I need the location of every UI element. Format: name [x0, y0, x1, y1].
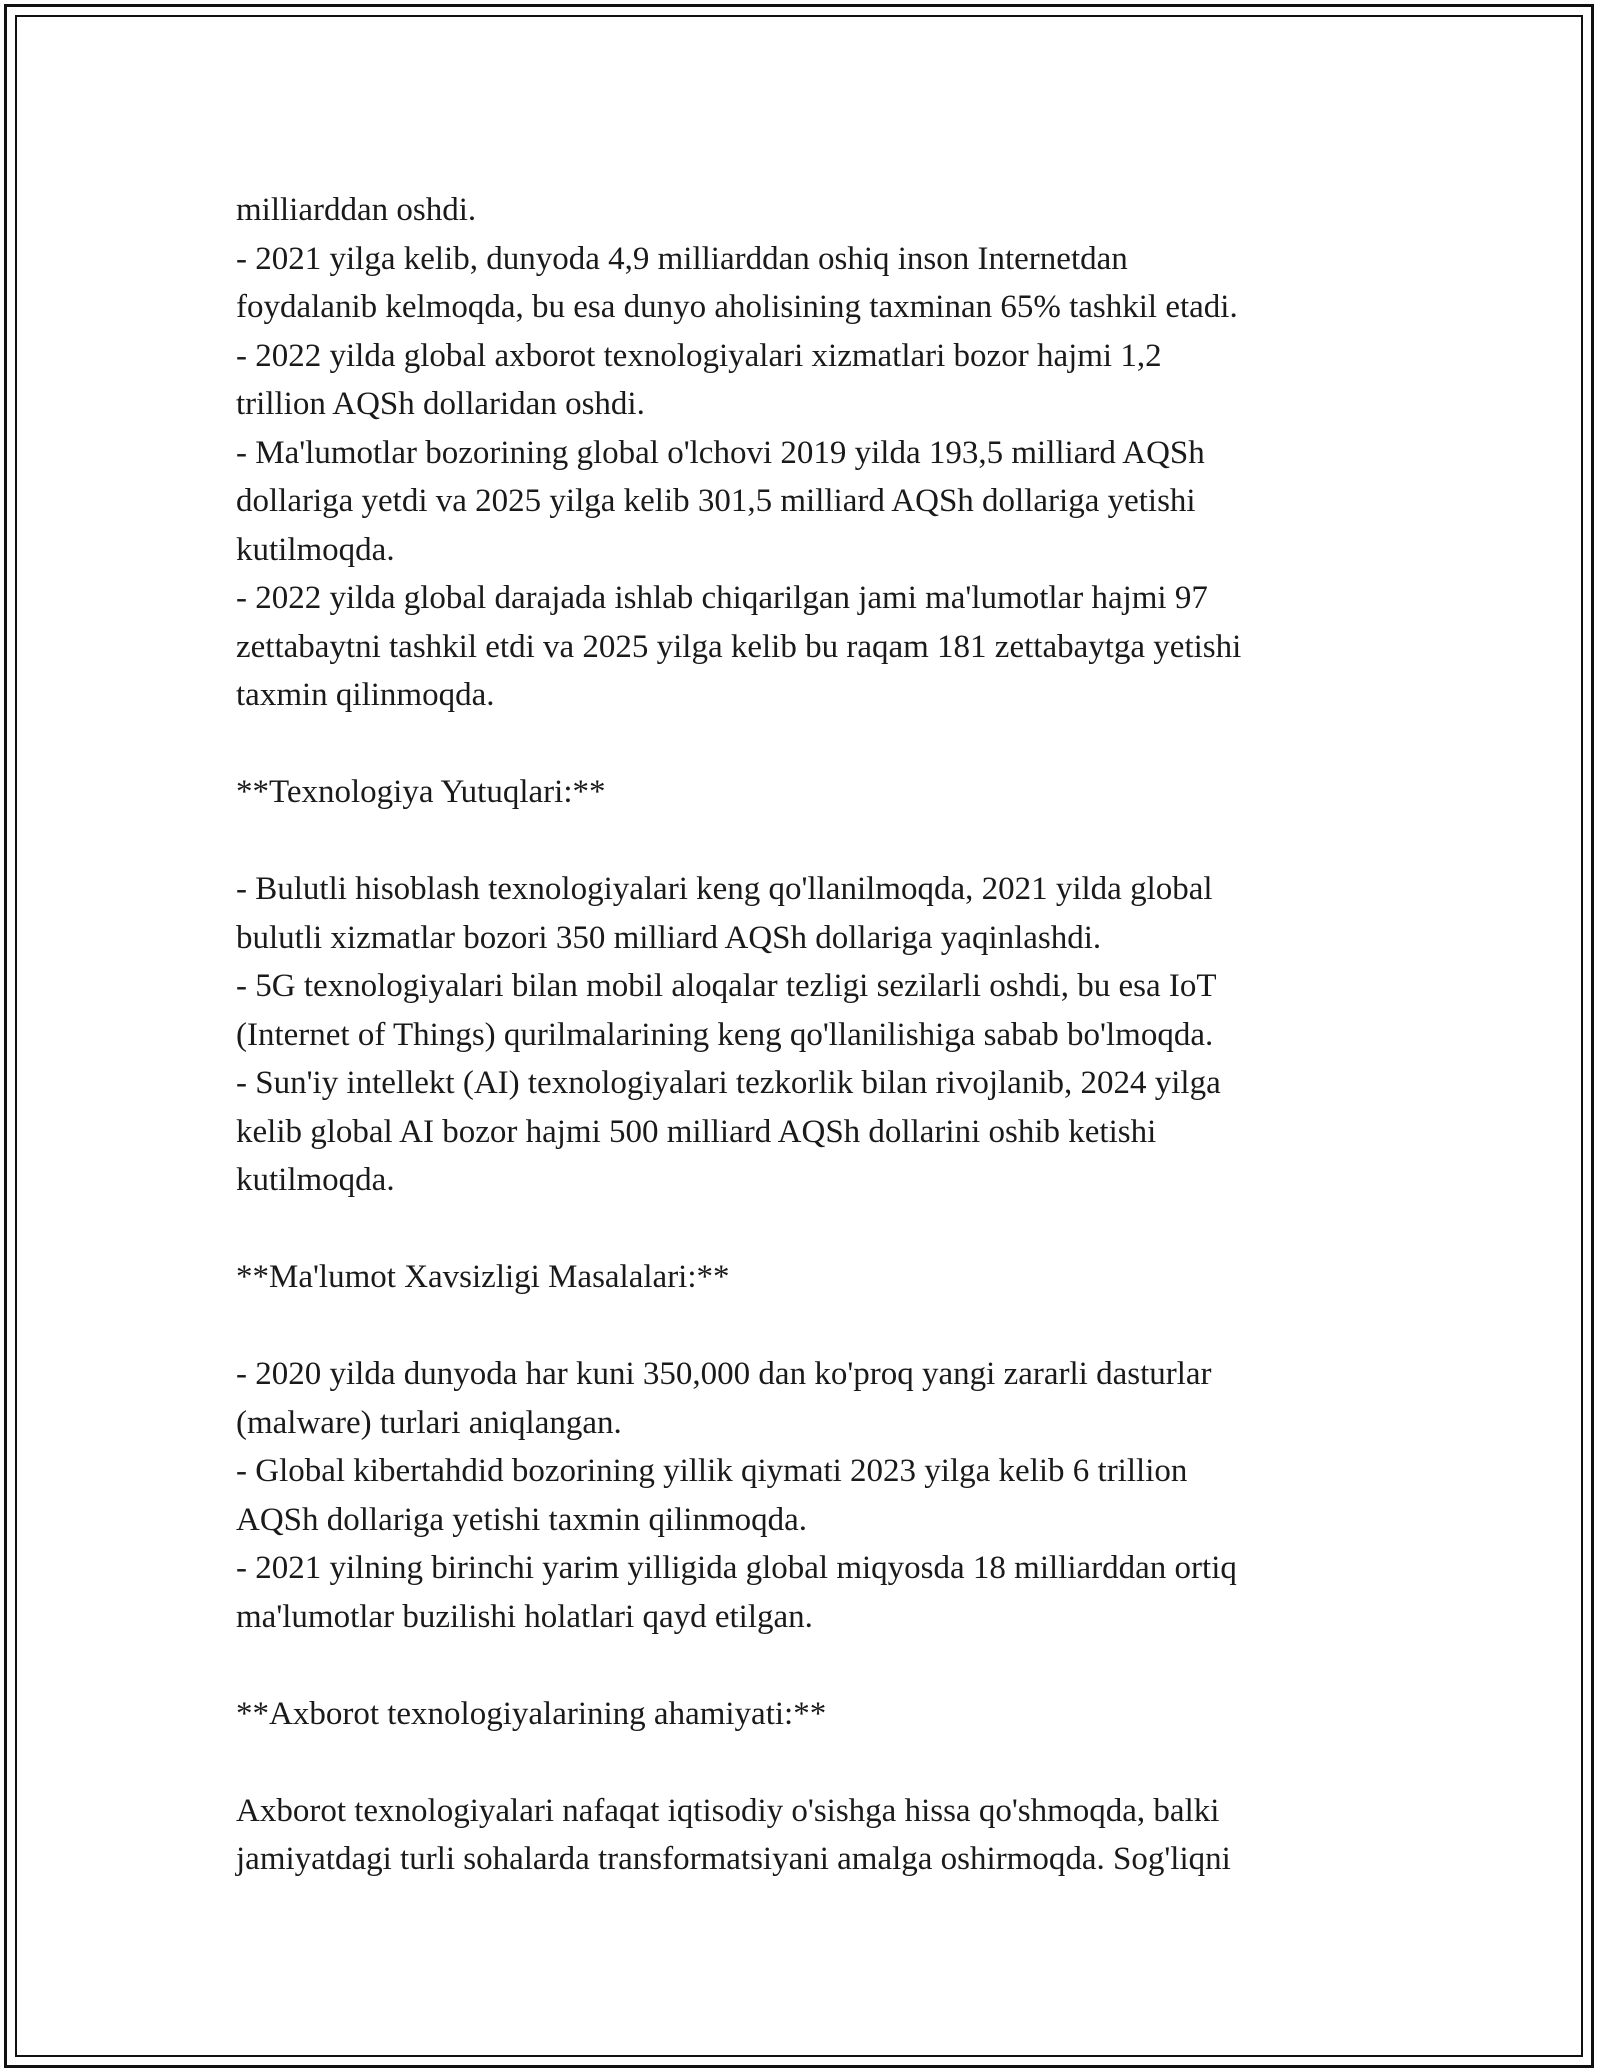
text-line: dollariga yetdi va 2025 yilga kelib 301,5 milliard AQSh dollariga yetishi — [236, 483, 1196, 519]
text-line: trillion AQSh dollaridan oshdi. — [236, 386, 645, 422]
blank-line — [236, 1738, 1386, 1787]
text-line: kelib global AI bozor hajmi 500 milliard AQSh dollarini oshib ketishi — [236, 1113, 1157, 1150]
text-line: kutilmoqda. — [236, 1162, 395, 1198]
text-line: - Ma'lumotlar bozorining global o'lchovi 2019 yilda 193,5 milliard AQSh — [236, 434, 1205, 471]
text-line: ma'lumotlar buzilishi holatlari qayd etilgan. — [236, 1598, 813, 1635]
section-heading: **Axborot texnologiyalarining ahamiyati:** — [236, 1695, 827, 1732]
section-heading: **Ma'lumot Xavsizligi Masalalari:** — [236, 1259, 730, 1295]
blank-line — [236, 817, 1386, 866]
text-line: - 2021 yilga kelib, dunyoda 4,9 milliarddan oshiq inson Internetdan — [236, 240, 1128, 277]
text-line: foydalanib kelmoqda, bu esa dunyo aholisining taxminan 65% tashkil etadi. — [236, 289, 1238, 325]
text-line: - 2020 yilda dunyoda har kuni 350,000 dan ko'proq yangi zararli dasturlar — [236, 1356, 1212, 1392]
text-line: - 5G texnologiyalari bilan mobil aloqalar tezligi sezilarli oshdi, bu esa IoT — [236, 968, 1217, 1004]
text-line: (malware) turlari aniqlangan. — [236, 1404, 622, 1441]
text-line: - 2021 yilning birinchi yarim yilligida global miqyosda 18 milliarddan ortiq — [236, 1550, 1237, 1586]
text-line: jamiyatdagi turli sohalarda transformatsiyani amalga oshirmoqda. Sog'liqni — [236, 1841, 1231, 1877]
document-body — [236, 186, 1386, 1884]
text-line: taxmin qilinmoqda. — [236, 677, 495, 713]
blank-line — [236, 720, 1386, 769]
text-line: Axborot texnologiyalari nafaqat iqtisodiy o'sishga hissa qo'shmoqda, balki — [236, 1792, 1220, 1829]
blank-line — [236, 1205, 1386, 1254]
section-heading: **Texnologiya Yutuqlari:** — [236, 774, 606, 810]
text-line: kutilmoqda. — [236, 531, 395, 568]
text-line: zettabaytni tashkil etdi va 2025 yilga kelib bu raqam 181 zettabaytga yetishi — [236, 628, 1242, 665]
text-line: - Global kibertahdid bozorining yillik qiymati 2023 yilga kelib 6 trillion — [236, 1453, 1188, 1489]
blank-line — [236, 1302, 1386, 1351]
blank-line — [236, 1641, 1386, 1690]
text-line: milliarddan oshdi. — [236, 192, 477, 228]
text-line: - Sun'iy intellekt (AI) texnologiyalari tezkorlik bilan rivojlanib, 2024 yilga — [236, 1065, 1221, 1101]
text-line: AQSh dollariga yetishi taxmin qilinmoqda. — [236, 1501, 808, 1538]
text-line: - Bulutli hisoblash texnologiyalari keng qo'llanilmoqda, 2021 yilda global — [236, 871, 1213, 907]
text-line: - 2022 yilda global darajada ishlab chiqarilgan jami ma'lumotlar hajmi 97 — [236, 580, 1208, 616]
text-line: (Internet of Things) qurilmalarining keng qo'llanilishiga sabab bo'lmoqda. — [236, 1016, 1214, 1053]
text-line: bulutli xizmatlar bozori 350 milliard AQSh dollariga yaqinlashdi. — [236, 919, 1102, 956]
text-line: - 2022 yilda global axborot texnologiyalari xizmatlari bozor hajmi 1,2 — [236, 337, 1162, 374]
